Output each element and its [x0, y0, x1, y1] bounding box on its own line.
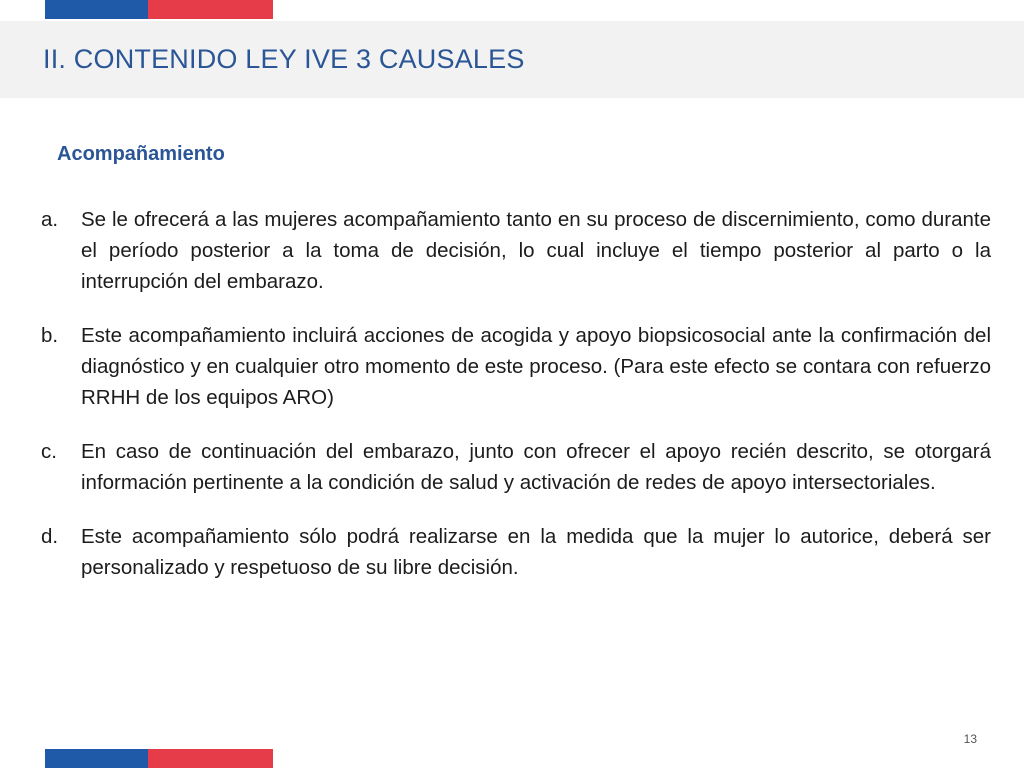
list-item-b: [41, 320, 991, 413]
list-item-a: [41, 204, 991, 297]
section-subtitle: Acompañamiento: [57, 143, 225, 165]
flag-blue-segment: [45, 749, 148, 768]
item-text: Este acompañamiento sólo podrá realizarse en la medida que la mujer lo autorice, deberá ser personalizado y respetuoso de su libre decisión.: [81, 525, 991, 579]
top-flag-bar: [45, 0, 273, 19]
page-number: 13: [963, 732, 977, 746]
flag-blue-segment: [45, 0, 148, 19]
item-marker: d.: [41, 525, 59, 548]
item-text: Se le ofrecerá a las mujeres acompañamiento tanto en su proceso de discernimiento, como durante el período posterior a la toma de decisión, lo cual incluye el tiempo posterior al parto o la interrupción del embarazo.: [81, 208, 991, 293]
content-list: [41, 204, 991, 606]
slide-title: II. CONTENIDO LEY IVE 3 CAUSALES: [43, 44, 525, 74]
flag-red-segment: [148, 749, 273, 768]
bottom-flag-bar: [45, 749, 273, 768]
list-item-c: [41, 436, 991, 498]
item-text: En caso de continuación del embarazo, junto con ofrecer el apoyo recién descrito, se otorgará información pertinente a la condición de salud y activación de redes de apoyo intersectoriales.: [81, 440, 991, 494]
flag-red-segment: [148, 0, 273, 19]
item-text: Este acompañamiento incluirá acciones de acogida y apoyo biopsicosocial ante la confirmación del diagnóstico y en cualquier otro momento de este proceso. (Para este efecto se contara con refuerzo RRHH de los equipos ARO): [81, 324, 991, 409]
list-item-d: [41, 521, 991, 583]
item-marker: b.: [41, 324, 59, 347]
item-marker: c.: [41, 440, 57, 463]
item-marker: a.: [41, 208, 59, 231]
